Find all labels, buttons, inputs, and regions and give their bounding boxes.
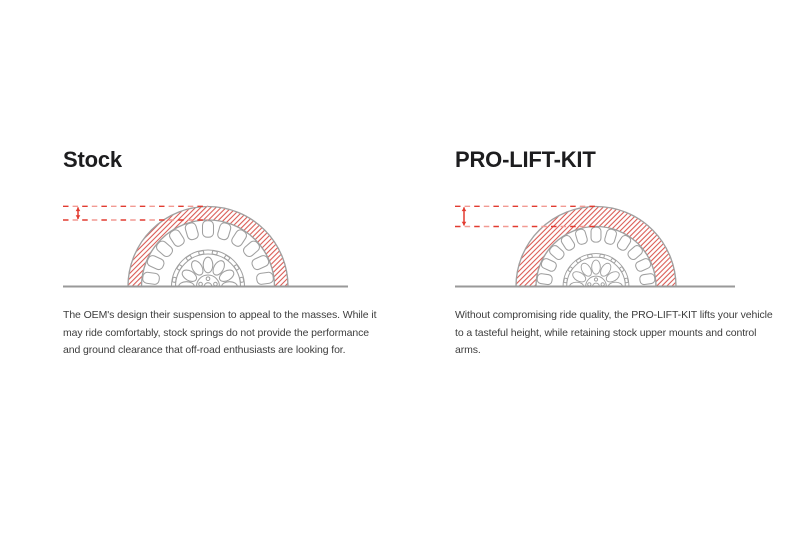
panel-stock: [63, 0, 403, 534]
pro-lift-kit-title: PRO-LIFT-KIT: [455, 147, 596, 172]
description-line: may ride comfortably, stock springs do not provide the performance: [63, 326, 370, 339]
description-line: The OEM's design their suspension to appeal to the masses. While it: [63, 309, 377, 321]
panel-pro-lift-kit: [455, 0, 795, 534]
lift-gap-dimension-marker: [76, 207, 81, 219]
lift-gap-dimension-marker: [462, 207, 467, 225]
stock-wheel-clearance-diagram: [63, 195, 355, 292]
stock-title: Stock: [63, 147, 122, 172]
lifted-wheel-clearance-diagram: [455, 195, 747, 292]
description-line: and ground clearance that off-road enthusiasts are looking for.: [63, 344, 346, 356]
stock-description: [63, 307, 393, 360]
description-line: to a tasteful height, while retaining stock upper mounts and control: [455, 326, 757, 339]
pro-lift-kit-description: [455, 307, 785, 360]
description-line: Without compromising ride quality, the PRO-LIFT-KIT lifts your vehicle: [455, 309, 773, 321]
lifted-wheel-clearance-diagram: [455, 195, 747, 292]
stock-wheel-clearance-diagram: [63, 195, 355, 292]
description-line: arms.: [455, 344, 481, 356]
